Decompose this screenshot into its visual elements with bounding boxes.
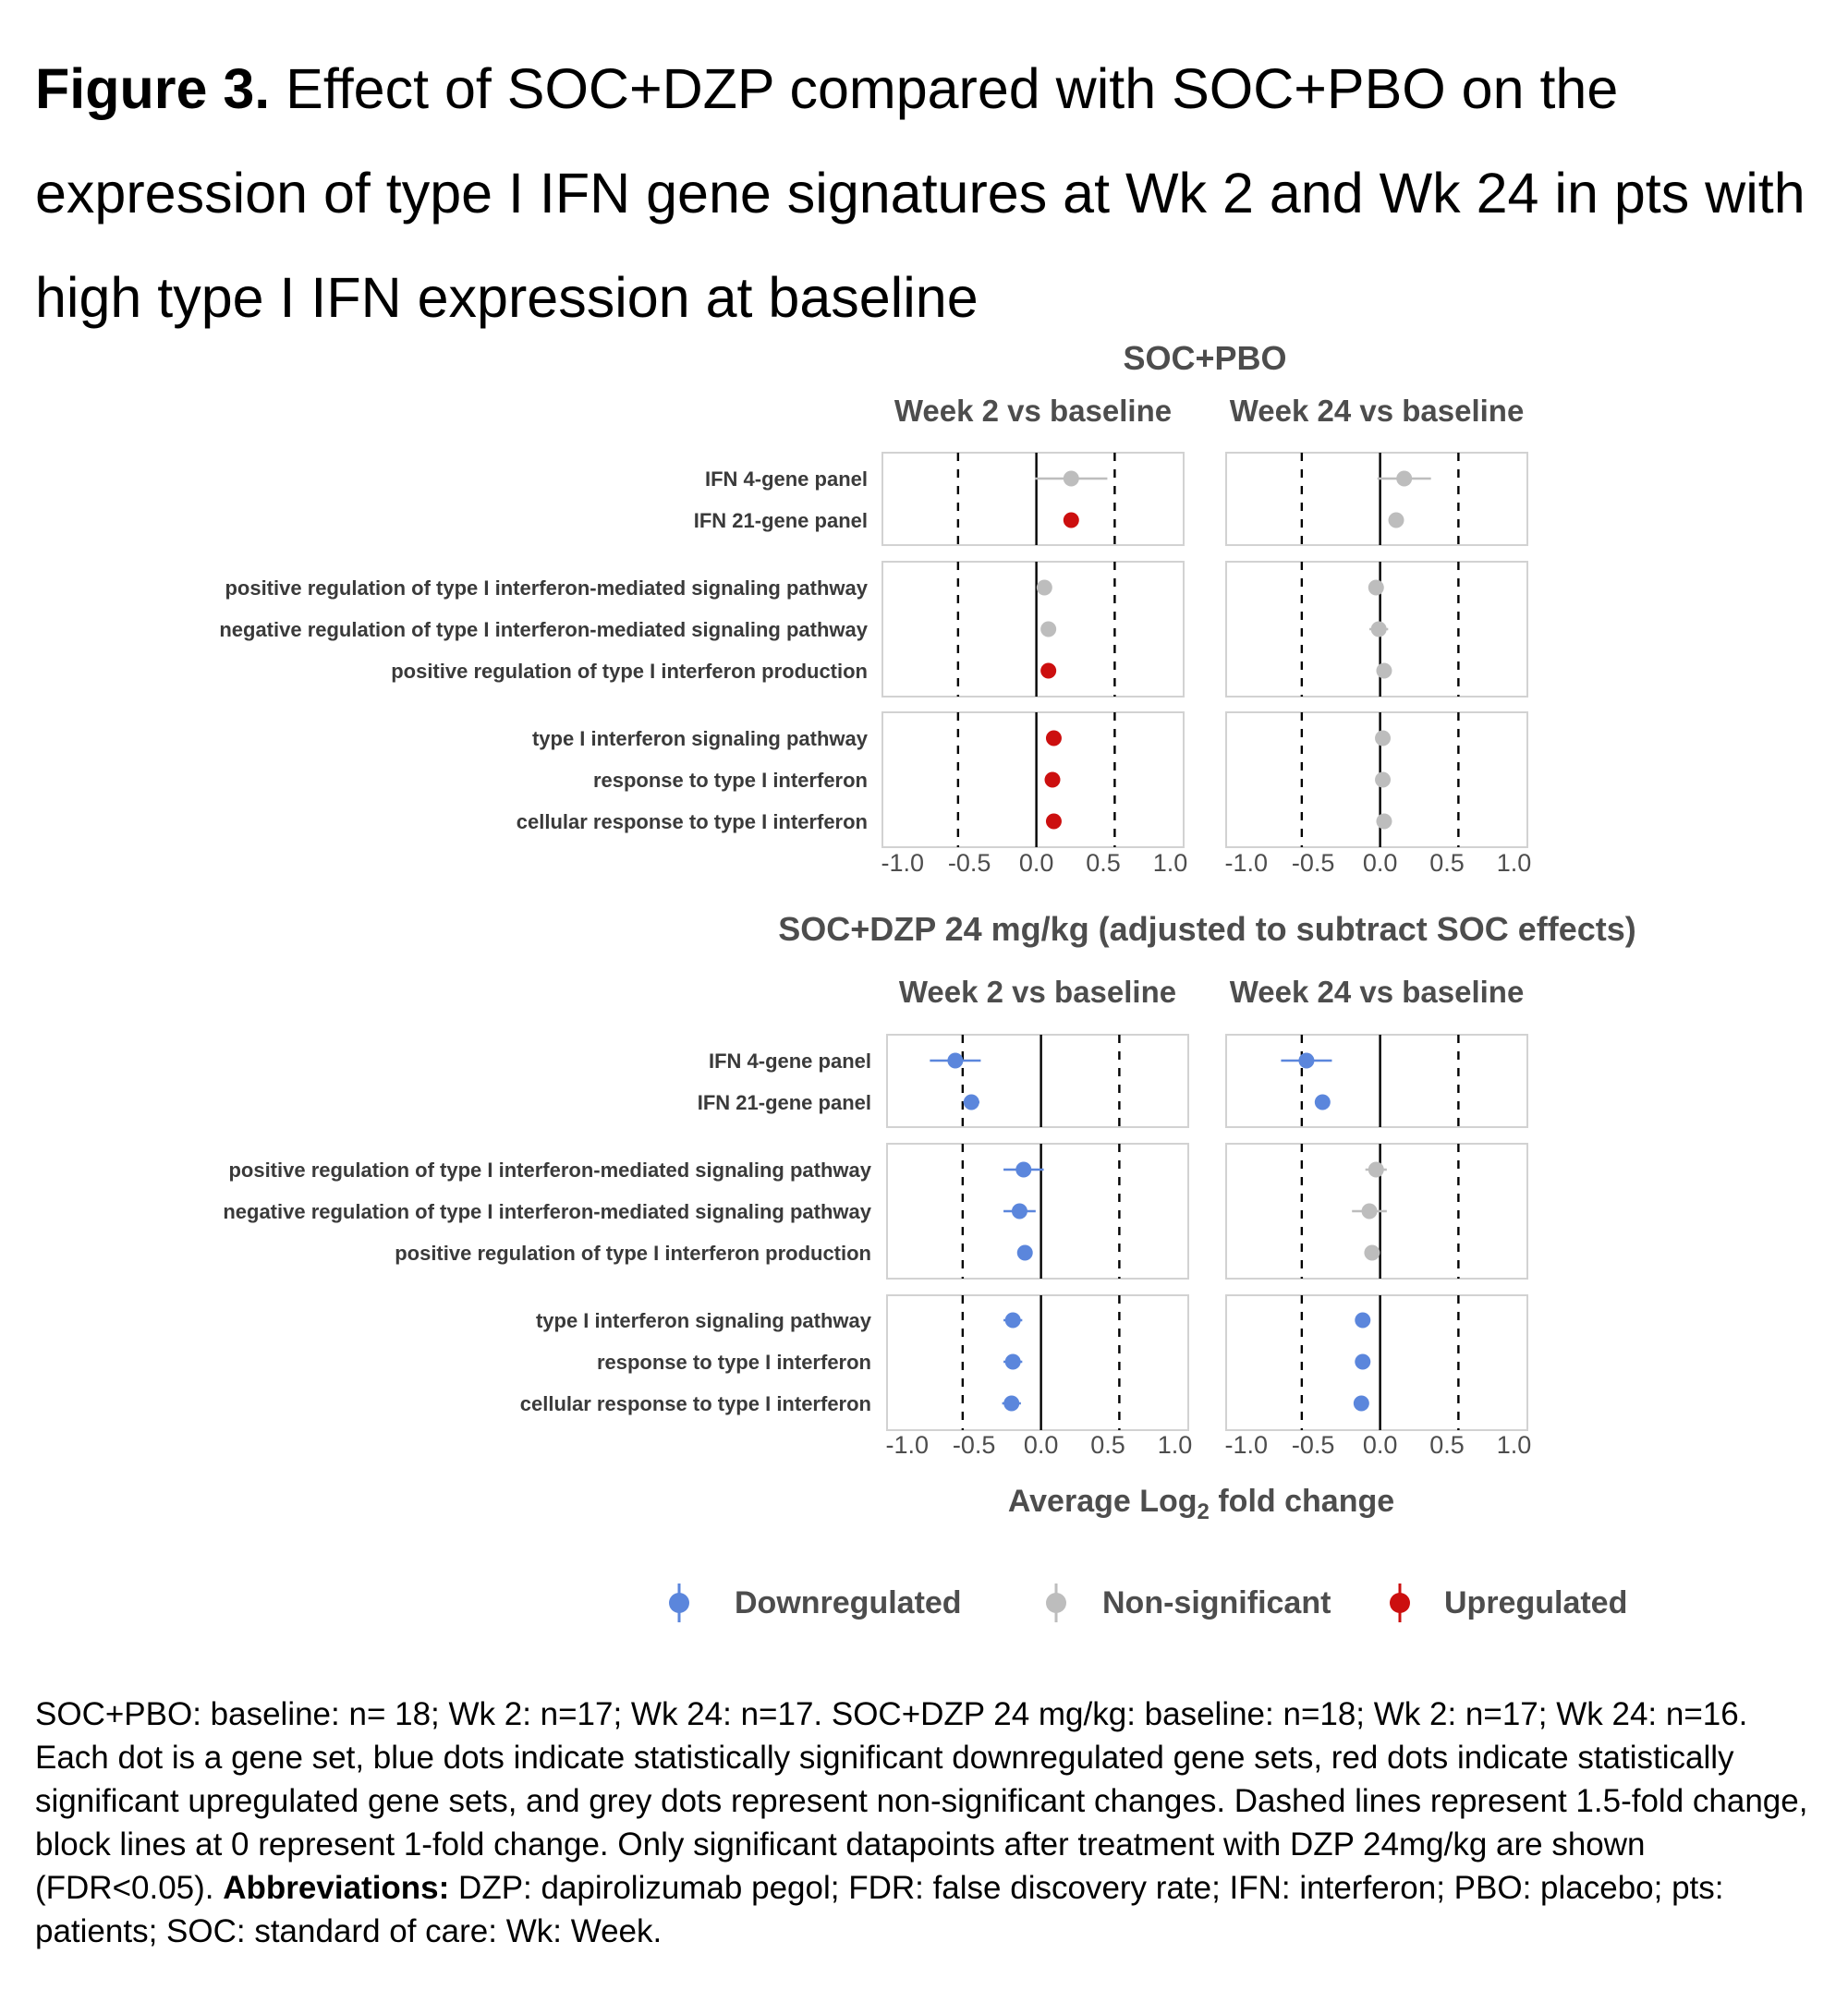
facet-title: Week 2 vs baseline — [894, 394, 1173, 428]
data-point — [1046, 731, 1062, 746]
data-point — [1015, 1162, 1031, 1178]
x-tick-label: 1.0 — [1152, 849, 1188, 877]
row-label: type I interferon signaling pathway — [531, 727, 868, 750]
x-tick-label: 0.5 — [1429, 1431, 1465, 1459]
data-point — [1355, 1354, 1370, 1370]
abbreviations-label: Abbreviations: — [223, 1870, 450, 1906]
x-tick-label: -1.0 — [1224, 1431, 1268, 1459]
row-label: IFN 4-gene panel — [708, 1050, 871, 1073]
legend-key-dot — [1390, 1593, 1410, 1613]
x-tick-label: -0.5 — [947, 849, 991, 877]
data-point — [1376, 663, 1392, 679]
x-tick-label: 0.0 — [1018, 849, 1054, 877]
x-tick-label: 0.0 — [1362, 849, 1398, 877]
data-point — [1037, 580, 1052, 596]
section-title: SOC+PBO — [1123, 339, 1287, 377]
legend-label: Upregulated — [1444, 1585, 1628, 1620]
data-point — [1389, 513, 1404, 528]
data-point — [1371, 622, 1387, 637]
row-label: positive regulation of type I interferon-mediated signaling pathway — [225, 576, 868, 600]
legend-label: Non-significant — [1102, 1585, 1331, 1620]
caption-text: SOC+PBO: baseline: n= 18; Wk 2: n=17; Wk 24: n=17. SOC+DZP 24 mg/kg: baseline: n=18; Wk 2: n=17; Wk 24: n=16. Each dot is a gene set, blue dots indicate statistically significant downregulated gene sets, red dots indicate statistically significant upregulated gene sets, and grey dots represent non-significant changes. Dashed lines represent 1.5-fold change, block lines at 0 represent 1-fold change. Only significant datapoints after treatment with DZP 24mg/kg are shown (FDR<0.05). — [35, 1696, 1808, 1906]
data-point — [1375, 731, 1391, 746]
data-point — [1045, 772, 1061, 788]
data-point — [1046, 814, 1062, 830]
row-label: negative regulation of type I interferon-mediated signaling pathway — [219, 618, 868, 641]
legend-key-dot — [669, 1593, 689, 1613]
data-point — [1298, 1053, 1314, 1069]
data-point — [1362, 1204, 1378, 1219]
data-point — [1355, 1313, 1370, 1329]
x-tick-label: 1.0 — [1496, 1431, 1532, 1459]
x-tick-label: 0.0 — [1362, 1431, 1398, 1459]
data-point — [947, 1053, 963, 1069]
data-point — [1364, 1245, 1380, 1261]
data-point — [1354, 1396, 1369, 1412]
data-point — [1376, 814, 1392, 830]
data-point — [964, 1095, 979, 1110]
panel-frame — [887, 1035, 1188, 1127]
row-label: cellular response to type I interferon — [519, 1392, 871, 1415]
row-label: IFN 21-gene panel — [693, 509, 868, 532]
facet-title: Week 24 vs baseline — [1229, 394, 1525, 428]
panel-frame — [887, 1295, 1188, 1430]
figure-title-text: Effect of SOC+DZP compared with SOC+PBO on the expression of type I IFN gene signatures at Wk 2 and Wk 24 in pts with high type I IFN expression at baseline — [35, 57, 1805, 329]
row-label: response to type I interferon — [592, 769, 868, 792]
panel-frame — [882, 562, 1184, 697]
figure-label: Figure 3. — [35, 57, 271, 120]
panel-frame — [882, 453, 1184, 545]
data-point — [1396, 471, 1412, 487]
panel-frame — [1226, 1295, 1527, 1430]
row-label: positive regulation of type I interferon production — [395, 1242, 871, 1265]
data-point — [1003, 1396, 1019, 1412]
data-point — [1315, 1095, 1331, 1110]
panel-frame — [1226, 1035, 1527, 1127]
x-axis-title: Average Log$_2$ fold change — [1007, 1484, 1395, 1524]
x-tick-label: -1.0 — [885, 1431, 929, 1459]
data-point — [1368, 1162, 1384, 1178]
data-point — [1064, 513, 1079, 528]
data-point — [1040, 622, 1056, 637]
x-tick-label: -1.0 — [881, 849, 924, 877]
row-label: negative regulation of type I interferon-mediated signaling pathway — [223, 1200, 871, 1223]
x-tick-label: -0.5 — [1291, 1431, 1335, 1459]
panel-frame — [882, 712, 1184, 847]
row-label: IFN 21-gene panel — [697, 1091, 871, 1114]
x-tick-label: 0.5 — [1090, 1431, 1125, 1459]
data-point — [1012, 1204, 1027, 1219]
x-tick-label: 1.0 — [1157, 1431, 1193, 1459]
data-point — [1064, 471, 1079, 487]
x-tick-label: 1.0 — [1496, 849, 1532, 877]
section-title: SOC+DZP 24 mg/kg (adjusted to subtract SOC effects) — [778, 910, 1636, 948]
x-tick-label: 0.5 — [1429, 849, 1465, 877]
x-tick-label: -0.5 — [1291, 849, 1335, 877]
data-point — [1375, 772, 1391, 788]
data-point — [1040, 663, 1056, 679]
figure-caption — [35, 1693, 1828, 1953]
row-label: response to type I interferon — [596, 1351, 871, 1374]
abbreviations-text: DZP: dapirolizumab pegol; FDR: false discovery rate; IFN: interferon; PBO: placebo; pts: patients; SOC: standard of care: Wk: Week. — [35, 1870, 1724, 1949]
facet-title: Week 24 vs baseline — [1229, 975, 1525, 1009]
row-label: cellular response to type I interferon — [516, 810, 868, 833]
panel-frame — [1226, 453, 1527, 545]
x-tick-label: 0.0 — [1023, 1431, 1059, 1459]
row-label: positive regulation of type I interferon-mediated signaling pathway — [228, 1159, 871, 1182]
legend-key-dot — [1046, 1593, 1066, 1613]
data-point — [1005, 1313, 1021, 1329]
data-point — [1017, 1245, 1033, 1261]
x-tick-label: 0.5 — [1086, 849, 1121, 877]
x-tick-label: -0.5 — [952, 1431, 996, 1459]
x-tick-label: -1.0 — [1224, 849, 1268, 877]
legend-label: Downregulated — [735, 1585, 962, 1620]
data-point — [1368, 580, 1384, 596]
panel-frame — [887, 1144, 1188, 1279]
facet-title: Week 2 vs baseline — [898, 975, 1177, 1009]
data-point — [1005, 1354, 1021, 1370]
row-label: IFN 4-gene panel — [704, 467, 868, 491]
row-label: type I interferon signaling pathway — [535, 1309, 871, 1332]
row-label: positive regulation of type I interferon production — [391, 660, 868, 683]
